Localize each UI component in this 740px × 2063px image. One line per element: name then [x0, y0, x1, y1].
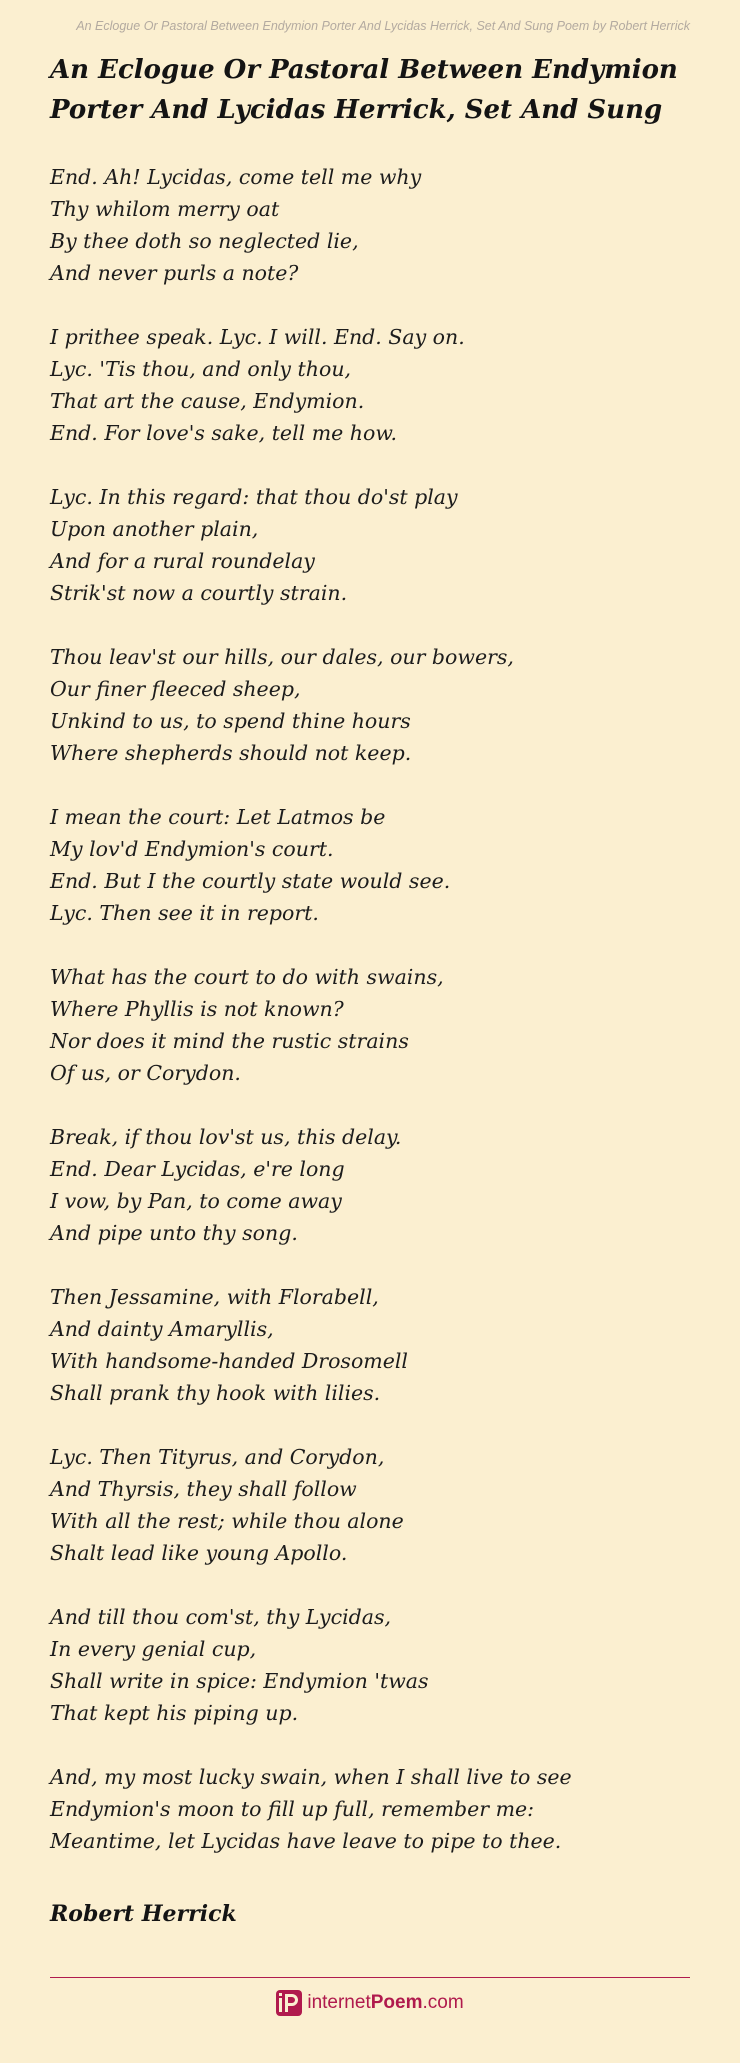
poem-line: Where Phyllis is not known? — [50, 997, 344, 1021]
poem-line: And for a rural roundelay — [50, 549, 315, 573]
poem-line: And Thyrsis, they shall follow — [50, 1477, 357, 1501]
poem-title: An Eclogue Or Pastoral Between Endymion Porter And Lycidas Herrick, Set And Sung — [50, 55, 678, 125]
stanza — [50, 161, 710, 289]
site-name — [307, 1990, 463, 2016]
poem-line: That kept his piping up. — [50, 1701, 299, 1725]
stanza — [50, 961, 710, 1089]
poem-line: In every genial cup, — [50, 1637, 257, 1661]
poem-line: I prithee speak. Lyc. I will. End. Say on. — [50, 325, 465, 349]
poem-line: And till thou com'st, thy Lycidas, — [50, 1605, 392, 1629]
site-name-prefix: internet — [307, 1992, 371, 2013]
poem-line: Thou leav'st our hills, our dales, our bowers, — [50, 645, 514, 669]
internetpoem-logo-icon — [276, 1990, 302, 2016]
poem-line: And, my most lucky swain, when I shall live to see — [50, 1765, 572, 1789]
poem-line: Strik'st now a courtly strain. — [50, 581, 348, 605]
poem-line: Lyc. In this regard: that thou do'st play — [50, 485, 458, 509]
poem-line: With handsome-handed Drosomell — [50, 1349, 408, 1373]
poem-line: Meantime, let Lycidas have leave to pipe to thee. — [50, 1829, 562, 1853]
poem-line: Endymion's moon to fill up full, remember me: — [50, 1797, 535, 1821]
stanza — [50, 641, 710, 769]
poem-line: My lov'd Endymion's court. — [50, 837, 334, 861]
poem-line: End. Ah! Lycidas, come tell me why — [50, 165, 422, 189]
poem-line: Shall write in spice: Endymion 'twas — [50, 1669, 429, 1693]
poem-line: And never purls a note? — [50, 261, 299, 285]
poem-body — [50, 161, 710, 1889]
poem-line: Shall prank thy hook with lilies. — [50, 1381, 381, 1405]
poem-line: Then Jessamine, with Florabell, — [50, 1285, 379, 1309]
site-logo[interactable] — [0, 1988, 740, 2018]
poem-line: Thy whilom merry oat — [50, 197, 280, 221]
poem-line: Break, if thou lov'st us, this delay. — [50, 1125, 402, 1149]
poem-author: Robert Herrick — [50, 1901, 237, 1927]
poem-source-note: An Eclogue Or Pastoral Between Endymion Porter And Lycidas Herrick, Set And Sung Poem by Robert Herrick — [76, 19, 690, 33]
site-name-bold: Poem — [370, 1992, 423, 2013]
stanza — [50, 1121, 710, 1249]
poem-line: Lyc. Then Tityrus, and Corydon, — [50, 1445, 385, 1469]
footer-divider — [50, 1977, 690, 1978]
poem-line: I vow, by Pan, to come away — [50, 1189, 342, 1213]
stanza — [50, 1441, 710, 1569]
poem-line: Shalt lead like young Apollo. — [50, 1541, 348, 1565]
poem-line: End. But I the courtly state would see. — [50, 869, 451, 893]
poem-line: What has the court to do with swains, — [50, 965, 444, 989]
poem-line: Nor does it mind the rustic strains — [50, 1029, 409, 1053]
poem-line: Unkind to us, to spend thine hours — [50, 709, 411, 733]
site-name-suffix: .com — [422, 1992, 464, 2013]
poem-line: And dainty Amaryllis, — [50, 1317, 274, 1341]
stanza — [50, 1601, 710, 1729]
poem-line: End. For love's sake, tell me how. — [50, 421, 397, 445]
stanza — [50, 1761, 710, 1857]
poem-line: End. Dear Lycidas, e're long — [50, 1157, 345, 1181]
poem-line: Upon another plain, — [50, 517, 259, 541]
poem-line: That art the cause, Endymion. — [50, 389, 365, 413]
poem-line: Lyc. Then see it in report. — [50, 901, 319, 925]
poem-line: Lyc. 'Tis thou, and only thou, — [50, 357, 352, 381]
poem-line: With all the rest; while thou alone — [50, 1509, 404, 1533]
poem-line: And pipe unto thy song. — [50, 1221, 298, 1245]
poem-line: Of us, or Corydon. — [50, 1061, 241, 1085]
stanza — [50, 321, 710, 449]
poem-line: By thee doth so neglected lie, — [50, 229, 359, 253]
poem-line: Where shepherds should not keep. — [50, 741, 412, 765]
poem-line: Our finer fleeced sheep, — [50, 677, 301, 701]
stanza — [50, 481, 710, 609]
stanza — [50, 1281, 710, 1409]
stanza — [50, 801, 710, 929]
poem-line: I mean the court: Let Latmos be — [50, 805, 386, 829]
